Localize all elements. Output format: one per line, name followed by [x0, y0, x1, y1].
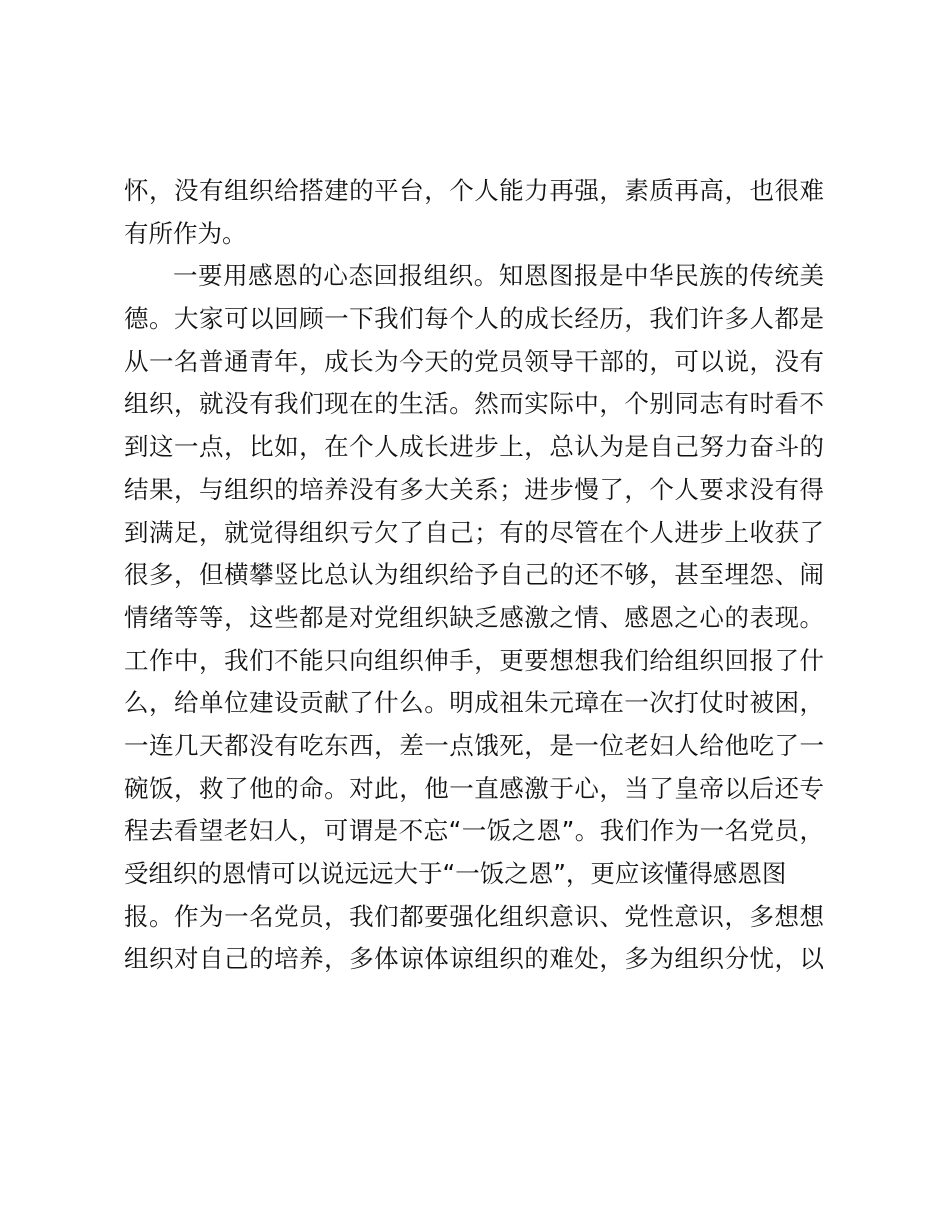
text-line: 受组织的恩情可以说远远大于“一饭之恩”，更应该懂得感恩图 [124, 859, 787, 888]
text-line: 工作中，我们不能只向组织伸手，更要想想我们给组织回报了什 [124, 645, 824, 675]
text-line: 一连几天都没有吃东西，差一点饿死，是一位老妇人给他吃了一 [124, 730, 824, 760]
text-line: 情绪等等，这些都是对党组织缺乏感激之情、感恩之心的表现。 [124, 602, 824, 632]
text-line: 到满足，就觉得组织亏欠了自己；有的尽管在个人进步上收获了 [124, 517, 824, 547]
text-line: 结果，与组织的培养没有多大关系；进步慢了，个人要求没有得 [124, 474, 824, 504]
text-line: 很多，但横攀竖比总认为组织给予自己的还不够，甚至埋怨、闹 [124, 560, 824, 590]
paragraph-first-line: 一要用感恩的心态回报组织。知恩图报是中华民族的传统美 [173, 261, 824, 291]
text-line: 从一名普通青年，成长为今天的党员领导干部的，可以说，没有 [124, 346, 824, 376]
text-line: 组织，就没有我们现在的生活。然而实际中，个别同志有时看不 [124, 389, 824, 419]
text-line: 德。大家可以回顾一下我们每个人的成长经历，我们许多人都是 [124, 304, 824, 334]
text-line: 到这一点，比如，在个人成长进步上，总认为是自己努力奋斗的 [124, 432, 824, 462]
text-line: 么，给单位建设贡献了什么。明成祖朱元璋在一次打仗时被困， [124, 688, 824, 718]
text-line: 报。作为一名党员，我们都要强化组织意识、党性意识，多想想 [124, 901, 824, 931]
text-line: 碗饭，救了他的命。对此，他一直感激于心，当了皇帝以后还专 [124, 773, 824, 803]
text-line: 怀，没有组织给搭建的平台，个人能力再强，素质再高，也很难 [124, 176, 824, 205]
body-text [124, 170, 824, 981]
text-line: 有所作为。 [124, 218, 247, 248]
text-line: 组织对自己的培养，多体谅体谅组织的难处，多为组织分忧，以 [124, 944, 824, 974]
text-line: 程去看望老妇人，可谓是不忘“一饭之恩”。我们作为一名党员， [124, 816, 824, 846]
